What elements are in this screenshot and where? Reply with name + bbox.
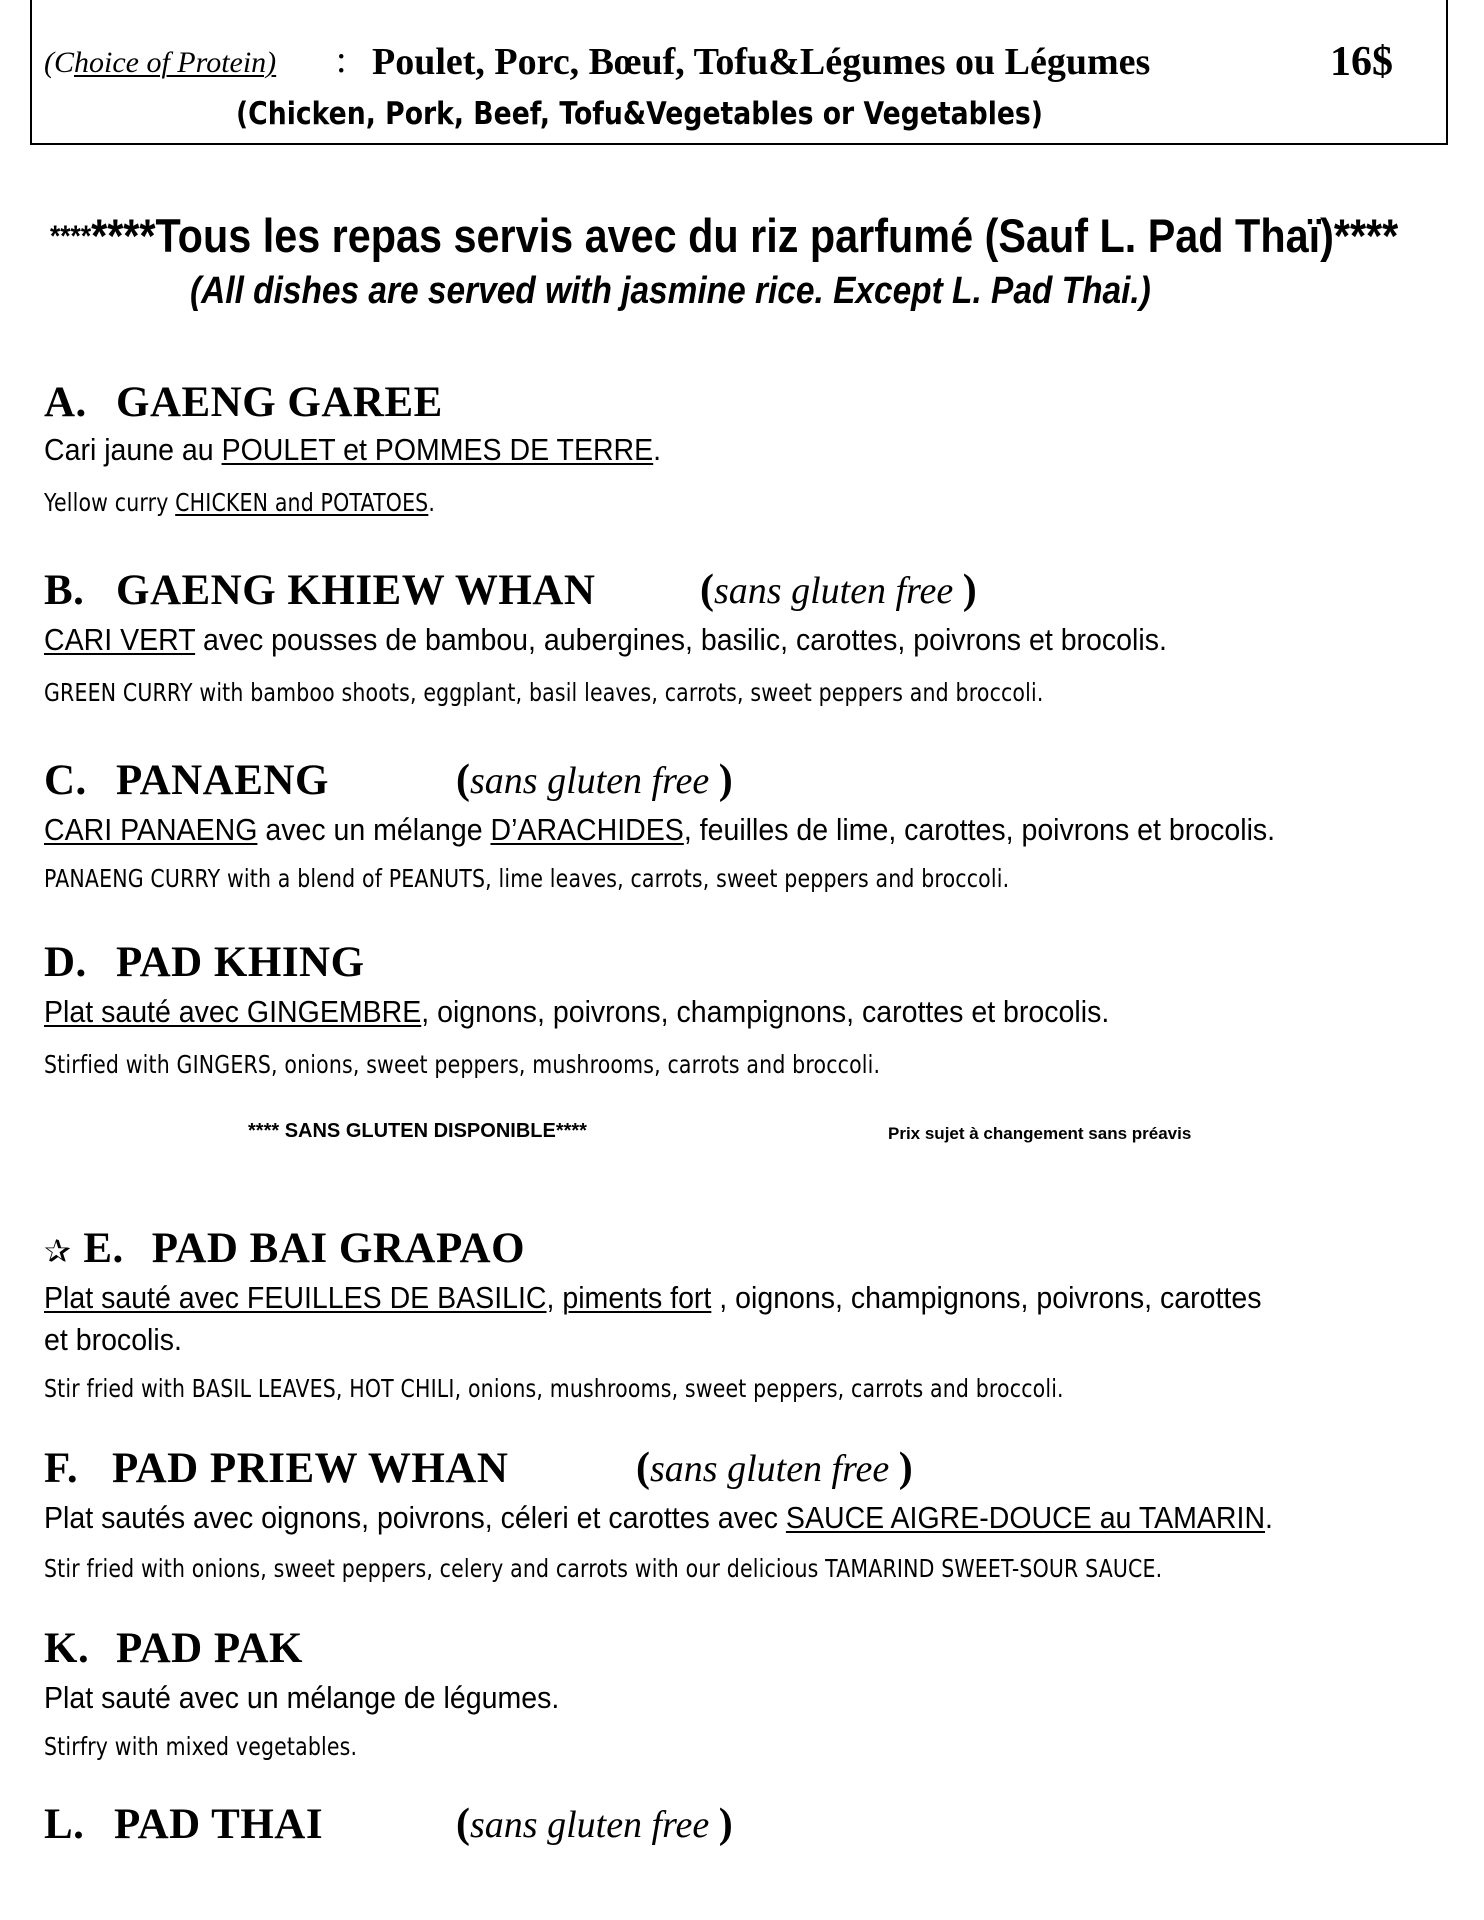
dish-title-b: B. GAENG KHIEW WHAN <box>44 567 596 614</box>
rice-notice-fr-text: ****Tous les repas servis avec du riz parfumé (Sauf L. Pad Thaï)**** <box>91 209 1399 262</box>
dish-k-desc-fr: Plat sauté avec un mélange de légumes. <box>44 1680 560 1715</box>
dish-title-k: K. PAD PAK <box>44 1625 304 1672</box>
dish-k-desc-en: Stirfry with mixed vegetables. <box>44 1732 358 1761</box>
dish-c-desc-fr: CARI PANAENG avec un mélange D’ARACHIDES, feuilles de lime, carottes, poivrons et brocolis. <box>44 812 1276 847</box>
price-change-note: Prix sujet à changement sans préavis <box>888 1124 1192 1143</box>
dish-d-desc-fr: Plat sauté avec GINGEMBRE, oignons, poivrons, champignons, carottes et brocolis. <box>44 994 1110 1029</box>
gluten-free-tag-l: (sans gluten free ) <box>456 1801 733 1847</box>
dish-d-desc-en: Stirfied with GINGERS, onions, sweet peppers, mushrooms, carrots and broccoli. <box>44 1050 881 1079</box>
gluten-free-tag-f: (sans gluten free ) <box>636 1445 913 1491</box>
choice-of-protein-label: (Choice of Protein) <box>44 46 277 79</box>
gluten-free-available-note: **** SANS GLUTEN DISPONIBLE**** <box>248 1120 587 1142</box>
dish-b-desc-en: GREEN CURRY with bamboo shoots, eggplant, basil leaves, carrots, sweet peppers and broccoli. <box>44 678 1044 707</box>
dish-a-desc-en: Yellow curry CHICKEN and POTATOES. <box>44 488 436 517</box>
dish-e-desc-fr: Plat sauté avec FEUILLES DE BASILIC, piments fort , oignons, champignons, poivrons, carottes <box>44 1280 1262 1315</box>
star-icon: ✰ <box>44 1232 72 1270</box>
dish-c-desc-en: PANAENG CURRY with a blend of PEANUTS, lime leaves, carrots, sweet peppers and broccoli. <box>44 864 1010 893</box>
price: 16$ <box>1330 39 1393 85</box>
dish-e-desc-fr-line2: et brocolis. <box>44 1322 182 1357</box>
dish-f-desc-en: Stir fried with onions, sweet peppers, celery and carrots with our delicious TAMARIND SWEET-SOUR SAUCE. <box>44 1554 1163 1583</box>
header-colon: : <box>336 39 347 81</box>
dish-title-d: D. PAD KHING <box>44 939 365 986</box>
dish-title-e: ✰ E. PAD BAI GRAPAO <box>44 1225 526 1272</box>
dish-a-desc-fr: Cari jaune au POULET et POMMES DE TERRE. <box>44 432 662 467</box>
gluten-free-tag-c: (sans gluten free ) <box>456 757 733 803</box>
dish-title-f: F. PAD PRIEW WHAN <box>44 1445 509 1492</box>
rice-notice-fr: ********Tous les repas servis avec du riz parfumé (Sauf L. Pad Thaï)**** <box>50 209 1399 262</box>
rice-notice-en: (All dishes are served with jasmine rice. Except L. Pad Thai.) <box>190 270 1151 312</box>
dish-title-c: C. PANAENG <box>44 757 329 804</box>
dish-e-desc-en: Stir fried with BASIL LEAVES, HOT CHILI, onions, mushrooms, sweet peppers, carrots and broccoli. <box>44 1374 1064 1403</box>
dish-b-desc-fr: CARI VERT avec pousses de bambou, aubergines, basilic, carottes, poivrons et brocolis. <box>44 622 1167 657</box>
dish-title-l: L. PAD THAI <box>44 1801 324 1848</box>
gluten-free-tag-b: (sans gluten free ) <box>700 567 977 613</box>
proteins-fr: Poulet, Porc, Bœuf, Tofu&Légumes ou Légumes <box>372 41 1151 83</box>
dish-title-a: A. GAENG GAREE <box>44 379 443 426</box>
dish-f-desc-fr: Plat sautés avec oignons, poivrons, céleri et carottes avec SAUCE AIGRE-DOUCE au TAMARIN. <box>44 1500 1273 1535</box>
proteins-en: (Chicken, Pork, Beef, Tofu&Vegetables or Vegetables) <box>236 96 1043 132</box>
